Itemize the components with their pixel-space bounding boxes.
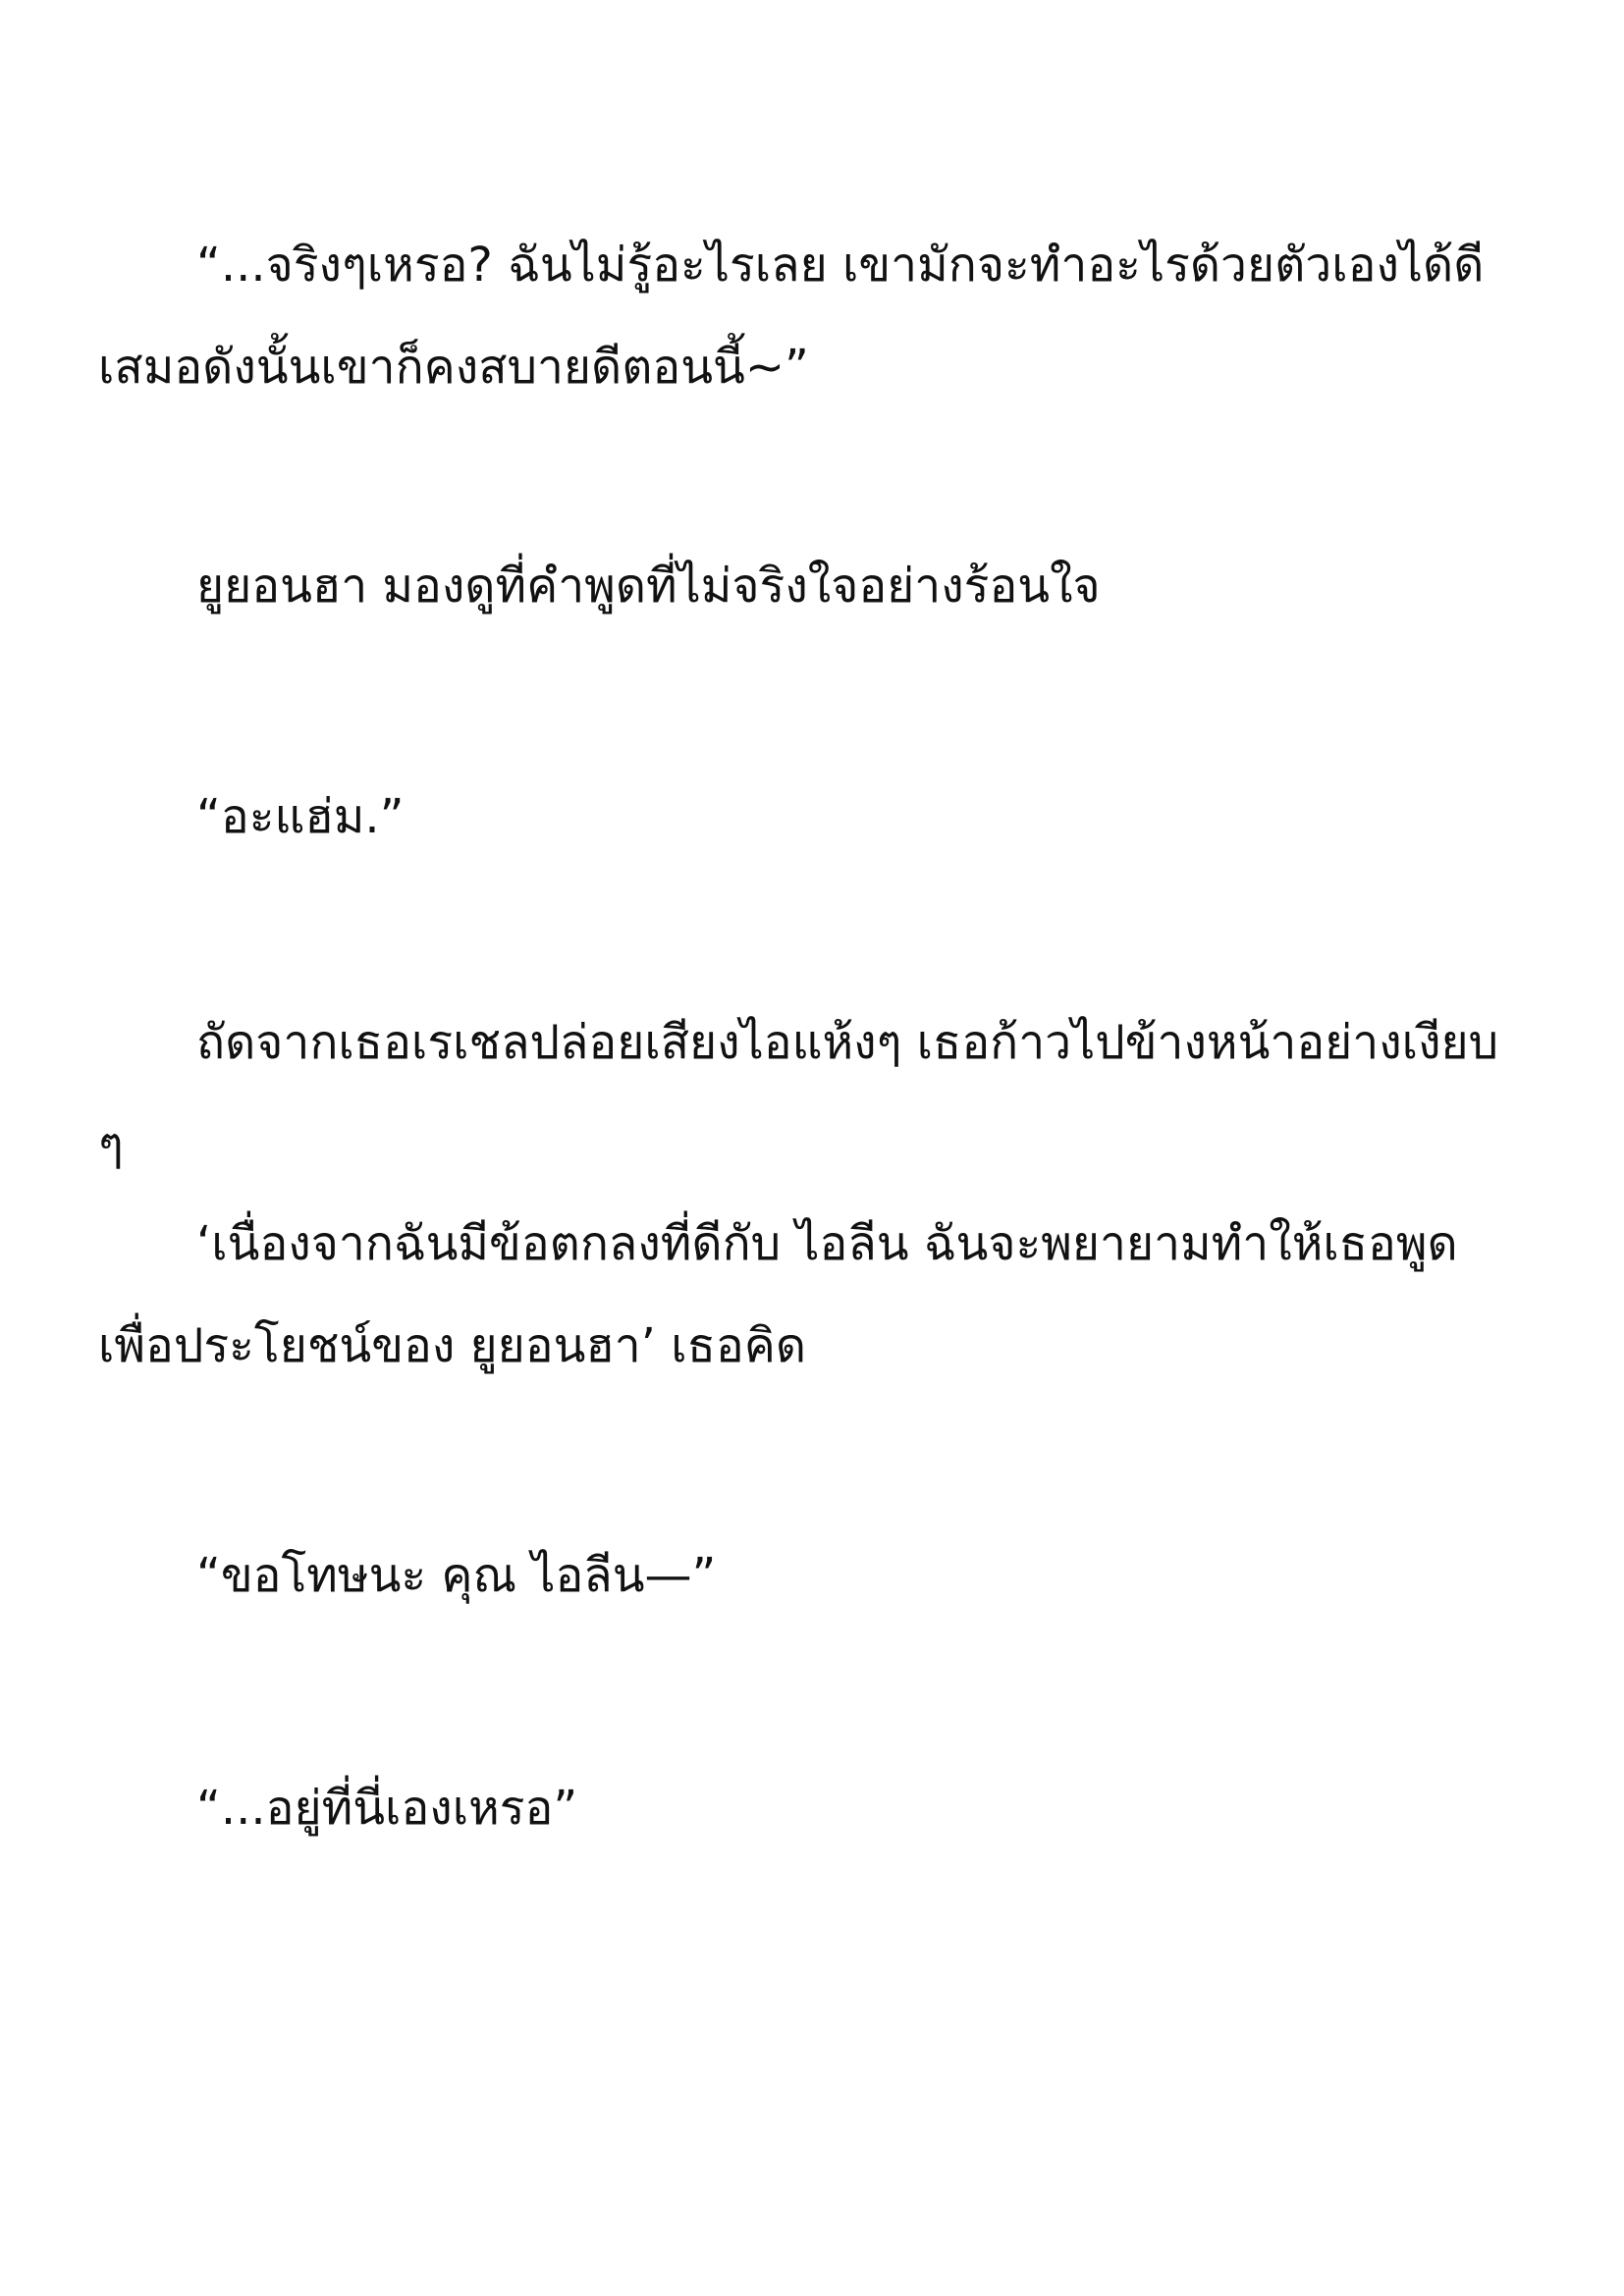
paragraph-dialogue-1: “...จริงๆเหรอ? ฉันไม่รู้อะไรเลย เขามักจะทำอะไรด้วยตัวเองได้ดีเสมอดังนั้นเขาก็คงสบายดีตอนนี้~” <box>98 238 1485 395</box>
paragraph-dialogue-4: “...อยู่ที่นี่เองเหรอ” <box>196 1781 578 1836</box>
paragraph-dialogue-2: “อะแฮ่ม.” <box>196 789 405 844</box>
paragraph-dialogue-3: “ขอโทษนะ คุณ ไอลีน—” <box>196 1548 717 1603</box>
paragraph-thought: ‘เนื่องจากฉันมีข้อตกลงที่ดีกับ ไอลีน ฉันจะพยายามทำให้เธอพูดเพื่อประโยชน์ของ ยูยอนฮา’ เธอคิด <box>98 1216 1458 1373</box>
paragraph-narration-1: ยูยอนฮา มองดูที่คำพูดที่ไม่จริงใจอย่างร้อนใจ <box>196 559 1101 614</box>
paragraph-narration-2: ถัดจากเธอเรเชลปล่อยเสียงไอแห้งๆ เธอก้าวไปข้างหน้าอย่างเงียบ ๆ <box>98 1015 1499 1172</box>
